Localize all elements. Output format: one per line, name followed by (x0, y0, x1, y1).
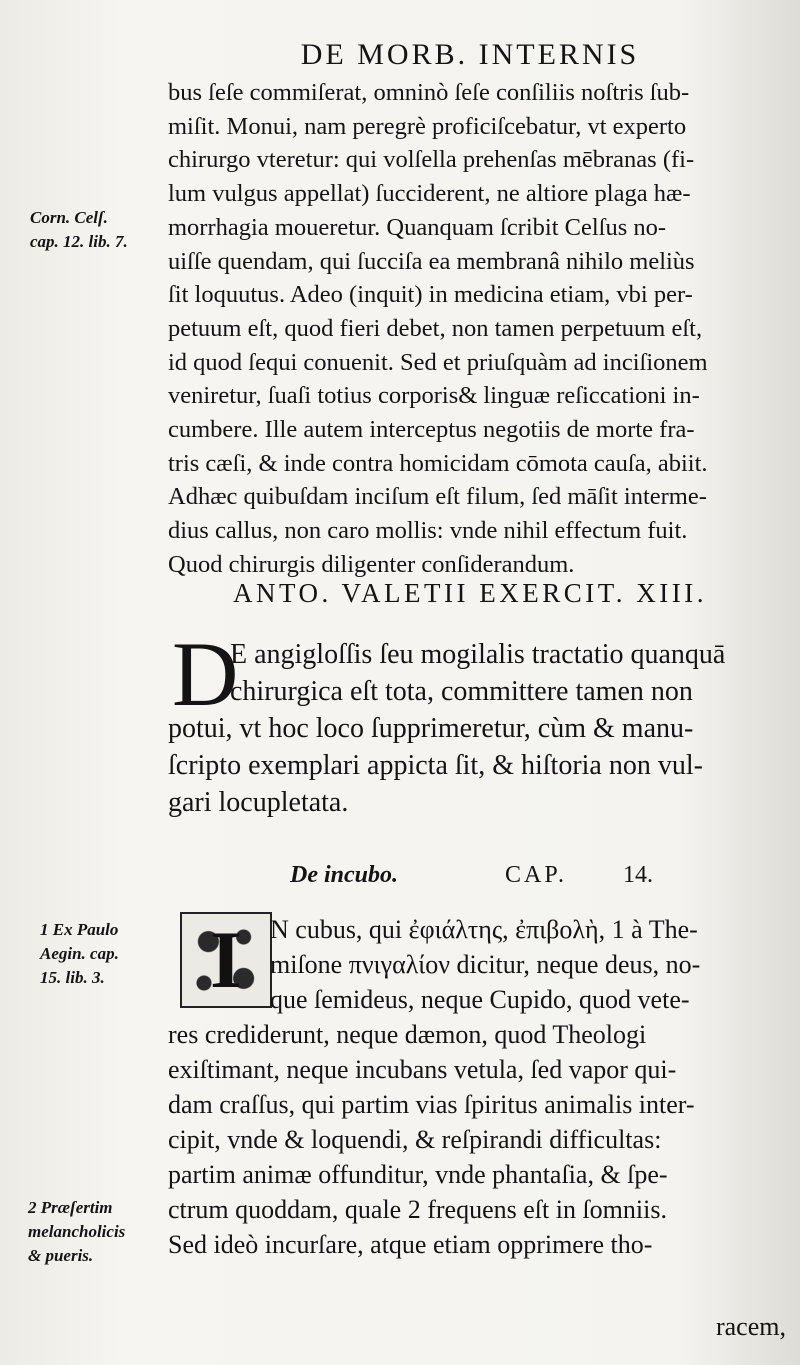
margin-note-line: cap. 12. lib. 7. (30, 232, 128, 251)
text-line: res crediderunt, neque dæmon, quod Theologi (168, 1020, 647, 1049)
text-line: id quod ſequi conuenit. Sed et priuſquàm ad inciſionem (168, 348, 708, 376)
text-line: tris cæſi, & inde contra homicidam cōmota cauſa, abiit. (168, 449, 708, 477)
margin-note-praesertim (28, 1196, 125, 1268)
text-line: gari locupletata. (168, 787, 349, 818)
chapter-heading (290, 862, 760, 889)
text-line: petuum eſt, quod fieri debet, non tamen perpetuum eſt, (168, 314, 703, 342)
margin-note-line: 15. lib. 3. (40, 968, 105, 987)
text-line: cumbere. Ille autem interceptus negotiis de morte fra- (168, 416, 695, 444)
text-line: ſit loquutus. Adeo (inquit) in medicina etiam, vbi per- (168, 281, 693, 309)
text-line: exiſtimant, neque incubans vetula, ſed vapor qui- (168, 1055, 677, 1084)
text-line: miſit. Monui, nam peregrè proficiſcebatur, vt experto (168, 112, 687, 140)
text-line: bus ſeſe commiſerat, omninò ſeſe conſiliis noſtris ſub- (168, 79, 690, 106)
text-line: lum vulgus appellat) ſucciderent, ne altiore plaga hæ- (168, 180, 691, 208)
text-line: cipit, vnde & loquendi, & reſpirandi difficultas: (168, 1125, 662, 1154)
text-line: partim animæ offunditur, vnde phantaſia, & ſpe- (168, 1160, 668, 1189)
chapter-number: 14. (623, 862, 653, 888)
margin-note-line: 1 Ex Paulo (40, 920, 119, 939)
margin-note-line: Corn. Celſ. (30, 208, 108, 227)
text-line: morrhagia moueretur. Quanquam ſcribit Celſus no- (168, 213, 667, 241)
paragraph-2 (168, 623, 768, 821)
margin-note-line: Aegin. cap. (40, 944, 119, 963)
text-line: chirurgica eſt tota, committere tamen non (230, 676, 693, 707)
text-line: potui, vt hoc loco ſupprimeretur, cùm & manu- (168, 713, 694, 744)
text-line: ctrum quoddam, quale 2 frequens eſt in ſomniis. (168, 1195, 667, 1224)
running-head: DE MORB. INTERNIS (300, 38, 640, 71)
text-line: chirurgo vteretur: qui volſella prehenſas mēbranas (fi- (168, 146, 695, 174)
text-line: uiſſe quendam, qui ſucciſa ea membranâ nihilo meliùs (168, 247, 695, 275)
drop-cap-d: D (172, 623, 239, 725)
text-line: dius callus, non caro mollis: vnde nihil effectum fuit. (168, 517, 688, 545)
chapter-title: De incubo. (290, 862, 398, 888)
text-line: E angigloſſis ſeu mogilalis tractatio quanquā (230, 639, 726, 670)
margin-note-line: & pueris. (28, 1246, 94, 1265)
text-line: Quod chirurgis diligenter conſiderandum. (168, 550, 575, 578)
margin-note-celsus (30, 206, 128, 254)
catchword: racem, (715, 1312, 786, 1341)
margin-note-paulo (40, 918, 119, 990)
text-line: ſcripto exemplari appicta ſit, & hiſtoria non vul- (168, 750, 703, 781)
chapter-cap-label: CAP. (505, 862, 568, 888)
text-line: que ſemideus, neque Cupido, quod vete- (270, 985, 690, 1014)
text-line: miſone πνιγαλίον dicitur, neque deus, no- (270, 950, 701, 979)
margin-note-line: melancholicis (28, 1222, 126, 1241)
text-line: Sed ideò incurſare, atque etiam opprimere tho- (168, 1230, 653, 1259)
text-line: Adhæc quibuſdam inciſum eſt filum, ſed māſit interme- (168, 483, 707, 511)
paragraph-3 (168, 912, 768, 1262)
text-line: dam craſſus, qui partim vias ſpiritus animalis inter- (168, 1090, 695, 1119)
margin-note-line: 2 Præſertim (28, 1198, 113, 1217)
drop-cap-letter: I (210, 914, 242, 1005)
paragraph-1 (168, 76, 768, 582)
text-line: veniretur, ſuaſi totius corporis& linguæ reſiccationi in- (168, 382, 700, 410)
text-line: N cubus, qui ἐφιάλτης, ἐπιβολὴ, 1 à The- (270, 915, 698, 944)
section-heading: ANTO. VALETII EXERCIT. XIII. (233, 578, 707, 608)
